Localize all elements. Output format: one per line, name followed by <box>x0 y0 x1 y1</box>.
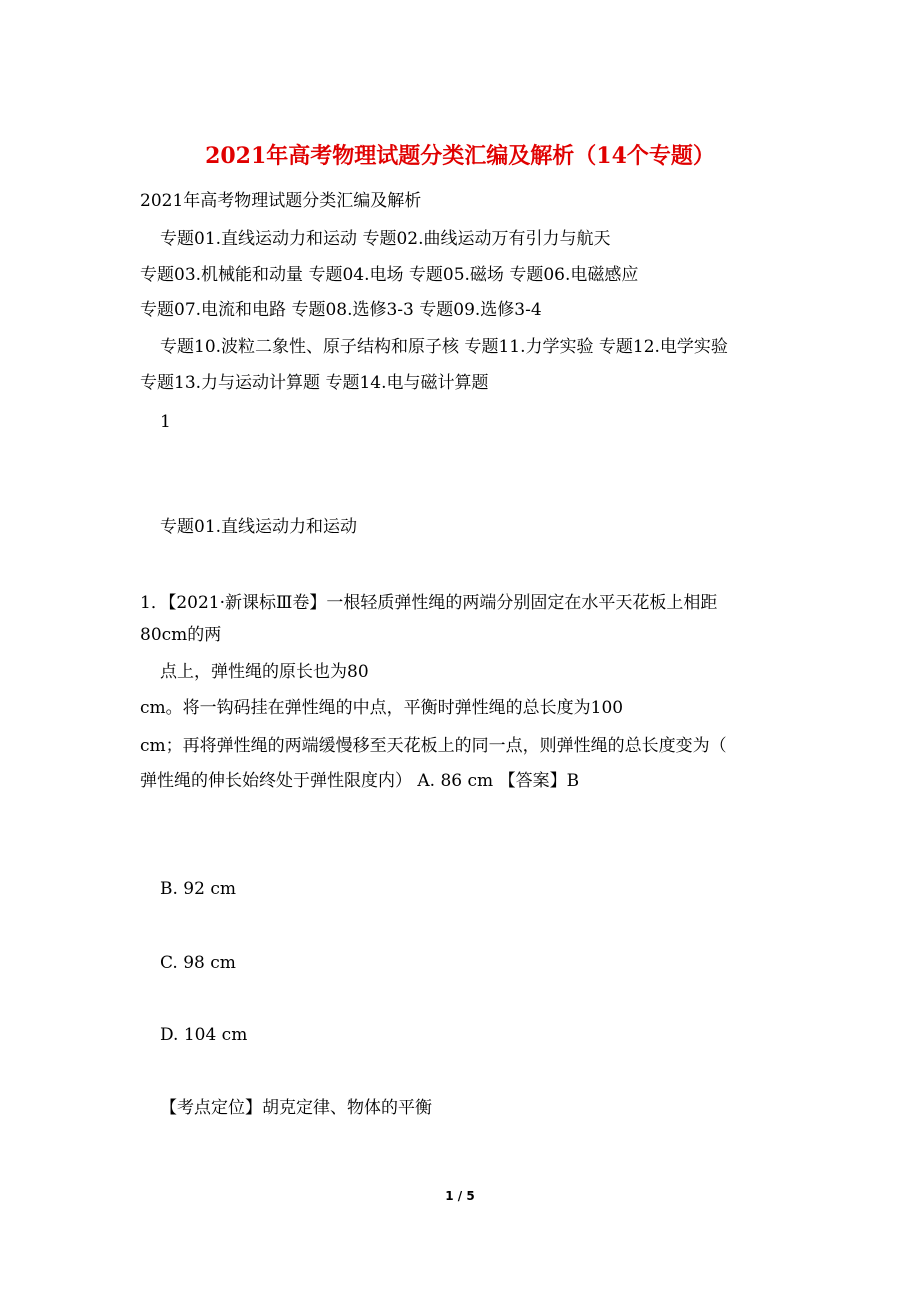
question-text-line: 弹性绳的伸长始终处于弹性限度内） A. 86 cm 【答案】B <box>140 771 580 791</box>
question-text-line: cm。将一钩码挂在弹性绳的中点，平衡时弹性绳的总长度为100 <box>140 698 624 718</box>
question-text-line: 点上，弹性绳的原长也为80 <box>160 662 369 682</box>
toc-line: 专题07.电流和电路 专题08.选修3-3 专题09.选修3-4 <box>140 300 542 320</box>
toc-page-number: 1 <box>160 412 171 432</box>
toc-line: 专题10.波粒二象性、原子结构和原子核 专题11.力学实验 专题12.电学实验 <box>160 337 728 357</box>
document-subtitle: 2021年高考物理试题分类汇编及解析 <box>140 191 422 211</box>
section-heading: 专题01.直线运动力和运动 <box>160 517 358 537</box>
toc-line: 专题01.直线运动力和运动 专题02.曲线运动万有引力与航天 <box>160 229 611 249</box>
option-b: B. 92 cm <box>160 879 236 899</box>
toc-line: 专题03.机械能和动量 专题04.电场 专题05.磁场 专题06.电磁感应 <box>140 265 639 285</box>
option-d: D. 104 cm <box>160 1025 248 1045</box>
page-indicator: 1 / 5 <box>445 1189 475 1203</box>
question-text-line: 80cm的两 <box>140 625 222 645</box>
knowledge-point: 【考点定位】胡克定律、物体的平衡 <box>160 1098 432 1118</box>
toc-line: 专题13.力与运动计算题 专题14.电与磁计算题 <box>140 373 489 393</box>
question-text-line: cm；再将弹性绳的两端缓慢移至天花板上的同一点，则弹性绳的总长度变为（ <box>140 736 727 756</box>
question-text-line: 1．【2021·新课标Ⅲ卷】一根轻质弹性绳的两端分别固定在水平天花板上相距 <box>140 593 718 613</box>
document-title: 2021年高考物理试题分类汇编及解析（14个专题） <box>205 143 715 169</box>
option-c: C. 98 cm <box>160 953 236 973</box>
